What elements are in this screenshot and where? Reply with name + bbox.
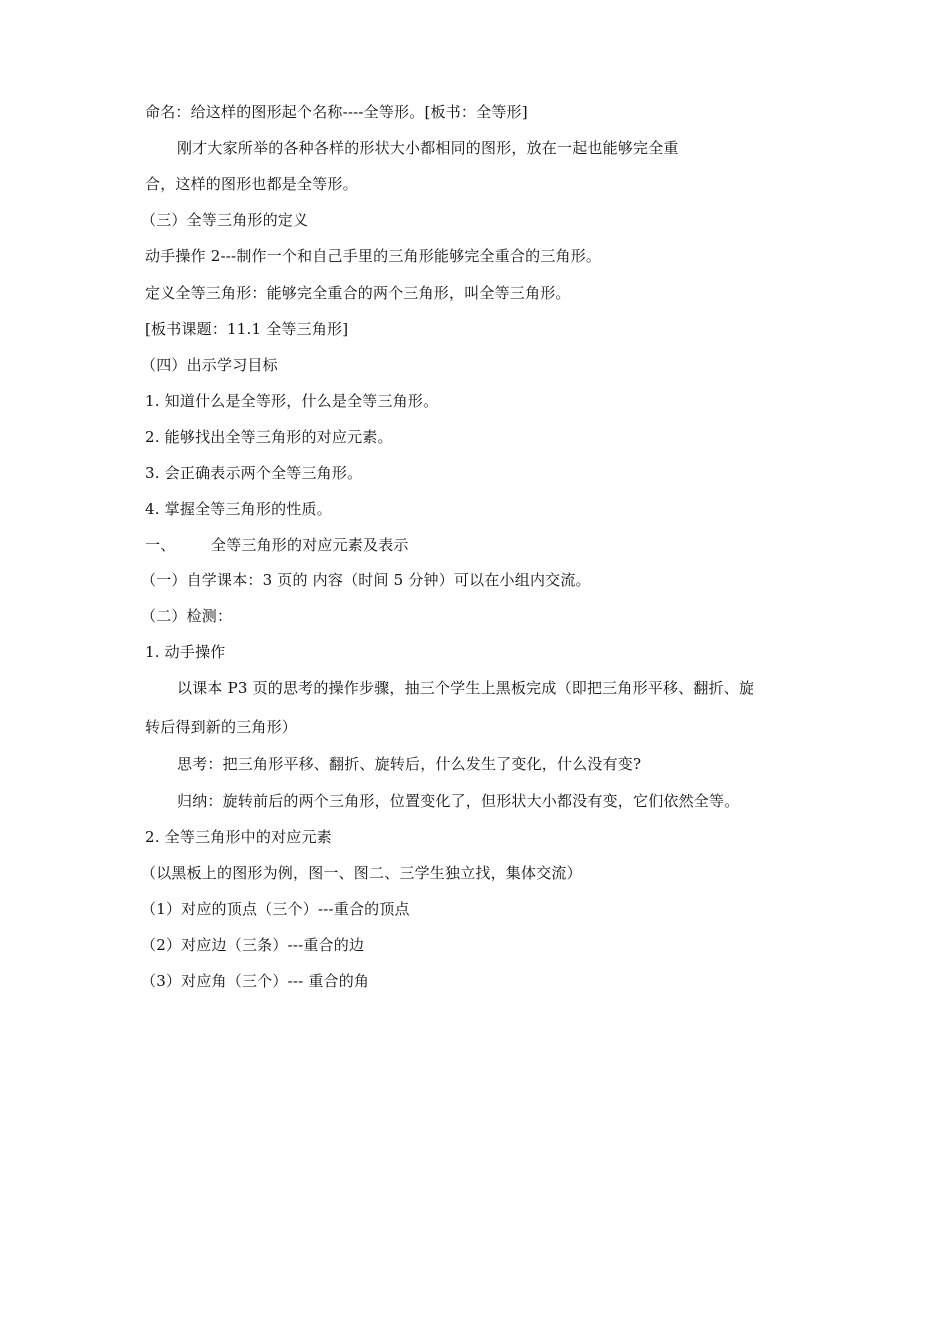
list-item-angles: （3）对应角（三个）--- 重合的角 <box>141 972 370 990</box>
text-line-check: （二）检测： <box>141 607 233 625</box>
goal-item-2: 2. 能够找出全等三角形的对应元素。 <box>145 428 393 446</box>
text-line-textbook-steps-cont: 转后得到新的三角形） <box>145 718 298 736</box>
goal-item-1: 1. 知道什么是全等形，什么是全等三角形。 <box>145 392 439 410</box>
text-line-definition: 定义全等三角形：能够完全重合的两个三角形，叫全等三角形。 <box>145 284 571 302</box>
text-line-board-title: [板书课题：11.1 全等三角形] <box>145 320 349 338</box>
goal-item-4: 4. 掌握全等三角形的性质。 <box>145 500 332 518</box>
text-line-naming: 命名：给这样的图形起个名称----全等形。[板书：全等形] <box>145 103 528 121</box>
list-item-sides: （2）对应边（三条）---重合的边 <box>141 936 365 954</box>
text-line-paragraph-1-cont: 合，这样的图形也都是全等形。 <box>145 175 358 193</box>
text-line-self-study: （一）自学课本：3 页的 内容（时间 5 分钟）可以在小组内交流。 <box>141 571 591 589</box>
list-item-vertices: （1）对应的顶点（三个）---重合的顶点 <box>141 900 410 918</box>
chapter-heading-number: 一、 <box>145 536 176 554</box>
section-heading-3: （三）全等三角形的定义 <box>141 211 309 229</box>
text-line-think: 思考：把三角形平移、翻折、旋转后，什么发生了变化，什么没有变? <box>177 755 642 773</box>
text-line-textbook-steps: 以课本 P3 页的思考的操作步骤，抽三个学生上黑板完成（即把三角形平移、翻折、旋 <box>177 679 755 697</box>
text-line-blackboard-example: （以黑板上的图形为例，图一、图二、三学生独立找，集体交流） <box>141 864 582 882</box>
goal-item-3: 3. 会正确表示两个全等三角形。 <box>145 464 363 482</box>
text-line-summary: 归纳：旋转前后的两个三角形，位置变化了，但形状大小都没有变，它们依然全等。 <box>177 792 740 810</box>
section-heading-4: （四）出示学习目标 <box>141 356 278 374</box>
text-line-activity-2: 动手操作 2---制作一个和自己手里的三角形能够完全重合的三角形。 <box>145 247 602 265</box>
text-line-hands-on: 1. 动手操作 <box>145 643 226 661</box>
text-line-paragraph-1: 刚才大家所举的各种各样的形状大小都相同的图形，放在一起也能够完全重 <box>177 139 679 157</box>
chapter-heading-title: 全等三角形的对应元素及表示 <box>211 536 409 554</box>
text-line-corresponding-elements: 2. 全等三角形中的对应元素 <box>145 828 332 846</box>
